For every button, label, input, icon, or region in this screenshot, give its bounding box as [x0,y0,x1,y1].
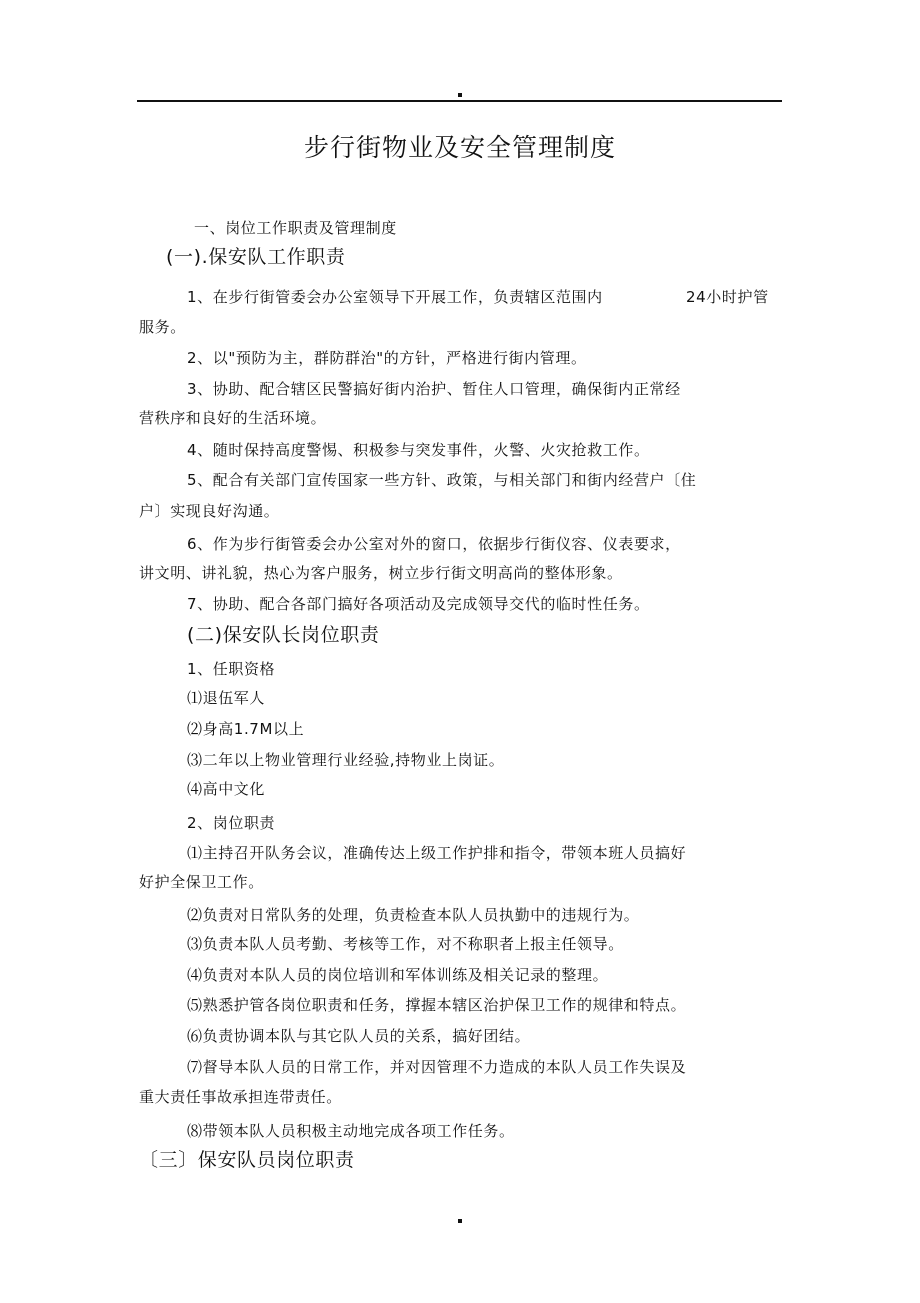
list-item: ⑴退伍军人 [187,689,266,707]
paragraph-line: 1、在步行街管委会办公室领导下开展工作，负责辖区范围内 [187,288,603,306]
footer-mark [458,1219,462,1223]
list-item: ⑵身高1.7M以上 [187,720,305,738]
list-item: ⑷负责对本队人员的岗位培训和军体训练及相关记录的整理。 [187,966,609,984]
list-item: ⑶二年以上物业管理行业经验,持物业上岗证。 [187,751,505,769]
paragraph-line-end: 24小时护管 [686,288,769,306]
paragraph-line: 户〕实现良好沟通。 [139,502,280,520]
list-item-continued: 重大责任事故承担连带责任。 [139,1088,342,1106]
list-item-continued: 好护全保卫工作。 [139,873,264,891]
paragraph-line: 服务。 [139,318,186,336]
page-title: 步行街物业及安全管理制度 [303,133,616,162]
paragraph-line: 6、作为步行街管委会办公室对外的窗口，依据步行街仪容、仪表要求， [187,535,681,553]
paragraph-line: 2、以"预防为主，群防群治"的方针，严格进行街内管理。 [187,349,587,367]
header-mark [458,93,462,97]
list-item: ⑷高中文化 [187,780,266,798]
list-item: ⑶负责本队人员考勤、考核等工作，对不称职者上报主任领导。 [187,935,624,953]
paragraph-line: 7、协助、配合各部门搞好各项活动及完成领导交代的临时性任务。 [187,595,650,613]
list-item: ⑵负责对日常队务的处理，负责检查本队人员执勤中的违规行为。 [187,906,640,924]
paragraph-line: 4、随时保持高度警惕、积极参与突发事件，火警、火灾抢救工作。 [187,441,650,459]
subsection-heading: (二)保安队长岗位职责 [187,624,380,646]
list-heading: 1、任职资格 [187,660,276,678]
list-item: ⑻带领本队人员积极主动地完成各项工作任务。 [187,1122,515,1140]
list-heading: 2、岗位职责 [187,814,276,832]
header-rule [137,100,782,102]
section-heading: 一、岗位工作职责及管理制度 [194,219,397,237]
subsection-heading: 〔三〕保安队员岗位职责 [139,1149,355,1171]
paragraph-line: 5、配合有关部门宣传国家一些方针、政策，与相关部门和街内经营户〔住 [187,471,697,489]
list-item: ⑸熟悉护管各岗位职责和任务，撑握本辖区治护保卫工作的规律和特点。 [187,996,687,1014]
paragraph-line: 3、协助、配合辖区民警搞好街内治护、暂住人口管理，确保街内正常经 [187,380,681,398]
list-item: ⑺督导本队人员的日常工作，并对因管理不力造成的本队人员工作失误及 [187,1058,687,1076]
list-item: ⑹负责协调本队与其它队人员的关系，搞好团结。 [187,1027,531,1045]
paragraph-line: 讲文明、讲礼貌，热心为客户服务，树立步行街文明高尚的整体形象。 [139,564,623,582]
list-item: ⑴主持召开队务会议，准确传达上级工作护排和指令，带领本班人员搞好 [187,844,687,862]
paragraph-line: 营秩序和良好的生活环境。 [139,409,327,427]
subsection-heading: (一).保安队工作职责 [166,246,346,268]
